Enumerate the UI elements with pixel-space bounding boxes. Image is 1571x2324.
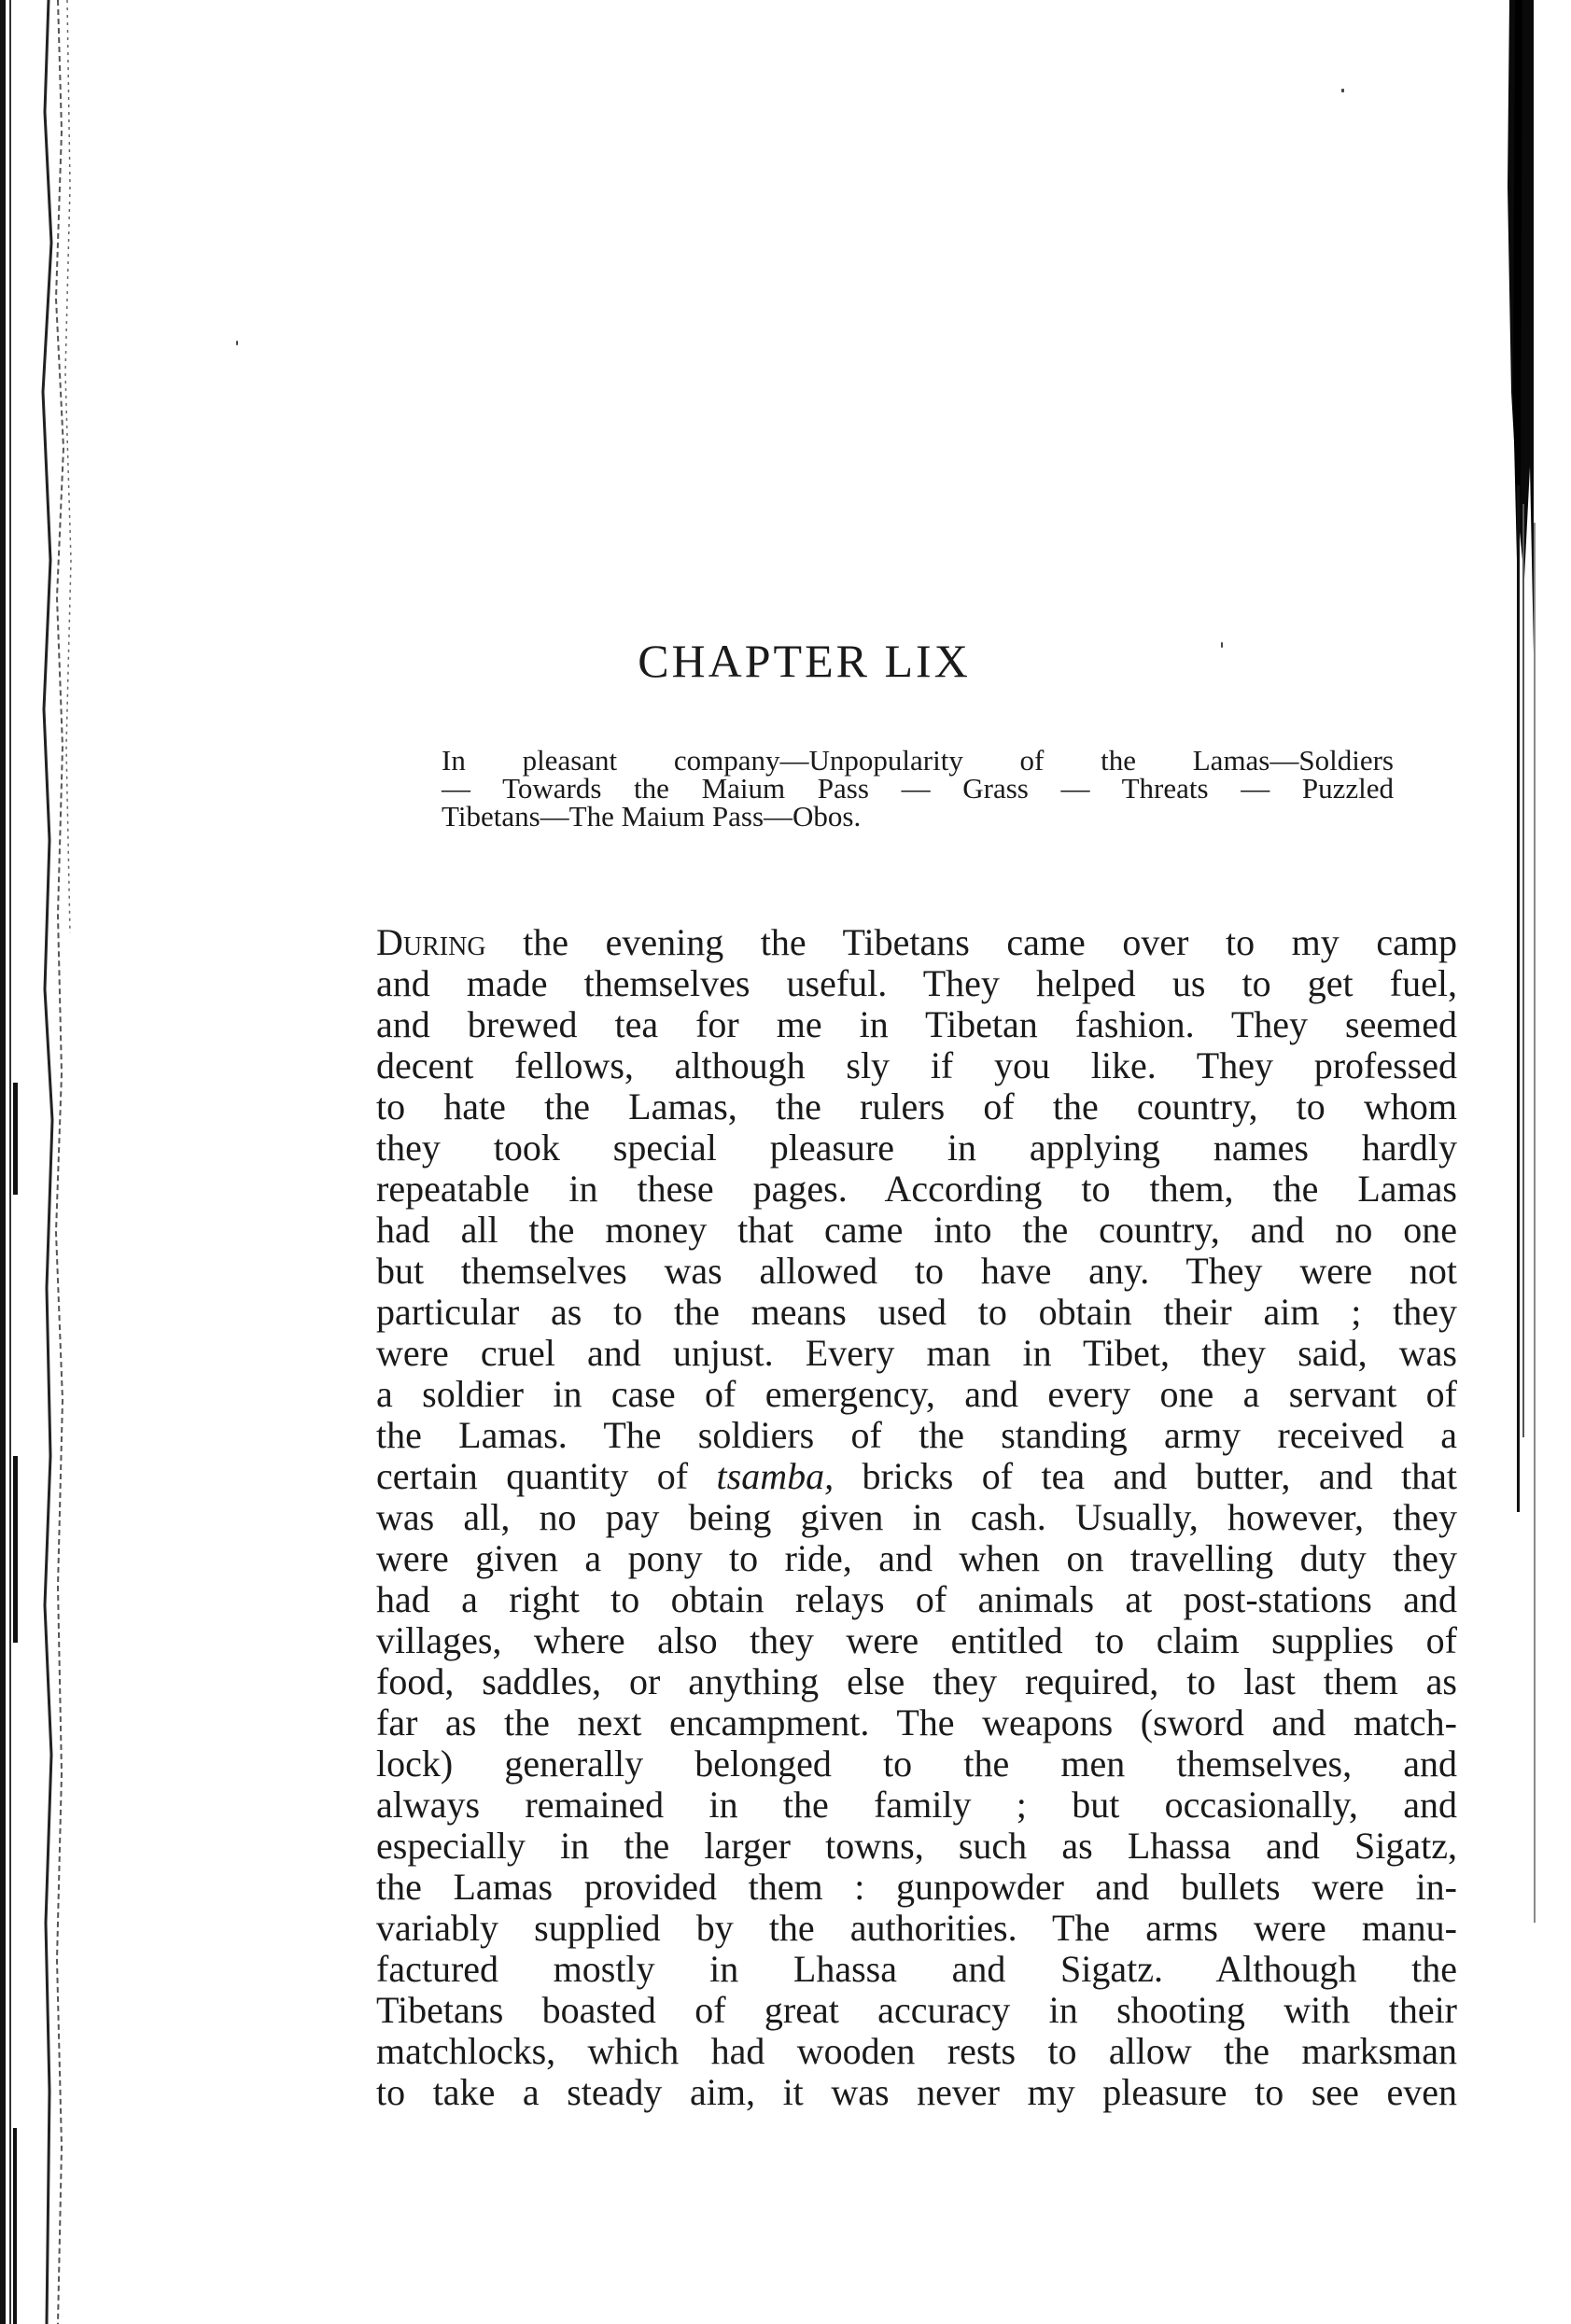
body-line: variably supplied by the authorities. The arms were manu- [376, 1907, 1457, 1949]
body-line [376, 922, 1457, 963]
body-line: and made themselves useful. They helped us to get fuel, [376, 962, 1457, 1004]
dropcap-word: During [376, 921, 486, 963]
body-line: decent fellows, although sly if you like. They professed [376, 1044, 1457, 1086]
body-line: was all, no pay being given in cash. Usually, however, they [376, 1496, 1457, 1538]
synopsis-line: In pleasant company—Unpopularity of the Lamas—Soldiers [442, 744, 1394, 777]
body-line-text: certain quantity of [376, 1455, 717, 1497]
body-line: always remained in the family ; but occasionally, and [376, 1784, 1457, 1826]
body-line: especially in the larger towns, such as Lhassa and Sigatz, [376, 1825, 1457, 1867]
body-line: villages, where also they were entitled to claim supplies of [376, 1619, 1457, 1661]
body-line: food, saddles, or anything else they required, to last them as [376, 1660, 1457, 1702]
scan-speck [236, 341, 238, 345]
italic-term: tsamba, [716, 1455, 835, 1497]
synopsis-line: Tibetans—The Maium Pass—Obos. [442, 800, 862, 833]
body-line: to take a steady aim, it was never my pleasure to see even [376, 2071, 1457, 2113]
body-line: the Lamas. The soldiers of the standing army received a [376, 1414, 1457, 1456]
body-line: factured mostly in Lhassa and Sigatz. Although the [376, 1948, 1457, 1990]
body-line: had a right to obtain relays of animals at post-stations and [376, 1578, 1457, 1620]
scan-speck [1341, 89, 1344, 92]
binding-edge-left [0, 0, 89, 2324]
body-line: they took special pleasure in applying names hardly [376, 1127, 1457, 1169]
body-line-text: bricks of tea and butter, and that [834, 1455, 1457, 1497]
body-line-text: the evening the Tibetans came over to my camp [485, 921, 1457, 963]
body-line: the Lamas provided them : gunpowder and bullets were in- [376, 1866, 1457, 1908]
chapter-synopsis [442, 744, 1394, 833]
page-edge-right [1496, 0, 1571, 2324]
body-line: lock) generally belonged to the men themselves, and [376, 1743, 1457, 1785]
body-line: were cruel and unjust. Every man in Tibet, they said, was [376, 1332, 1457, 1374]
body-line: particular as to the means used to obtain their aim ; they [376, 1291, 1457, 1333]
body-paragraph [376, 922, 1457, 2113]
synopsis-line: — Towards the Maium Pass — Grass — Threats — Puzzled [442, 772, 1394, 805]
body-line: to hate the Lamas, the rulers of the country, to whom [376, 1085, 1457, 1127]
body-line: matchlocks, which had wooden rests to allow the marksman [376, 2030, 1457, 2072]
body-line: but themselves was allowed to have any. They were not [376, 1250, 1457, 1292]
body-line: were given a pony to ride, and when on travelling duty they [376, 1537, 1457, 1579]
body-line: had all the money that came into the country, and no one [376, 1209, 1457, 1251]
body-line [376, 1456, 1457, 1497]
body-line: repeatable in these pages. According to them, the Lamas [376, 1168, 1457, 1210]
body-line: Tibetans boasted of great accuracy in shooting with their [376, 1989, 1457, 2031]
body-line: a soldier in case of emergency, and every one a servant of [376, 1373, 1457, 1415]
chapter-title: CHAPTER LIX [638, 635, 971, 687]
body-line: far as the next encampment. The weapons (sword and match- [376, 1701, 1457, 1743]
body-line: and brewed tea for me in Tibetan fashion. They seemed [376, 1003, 1457, 1045]
